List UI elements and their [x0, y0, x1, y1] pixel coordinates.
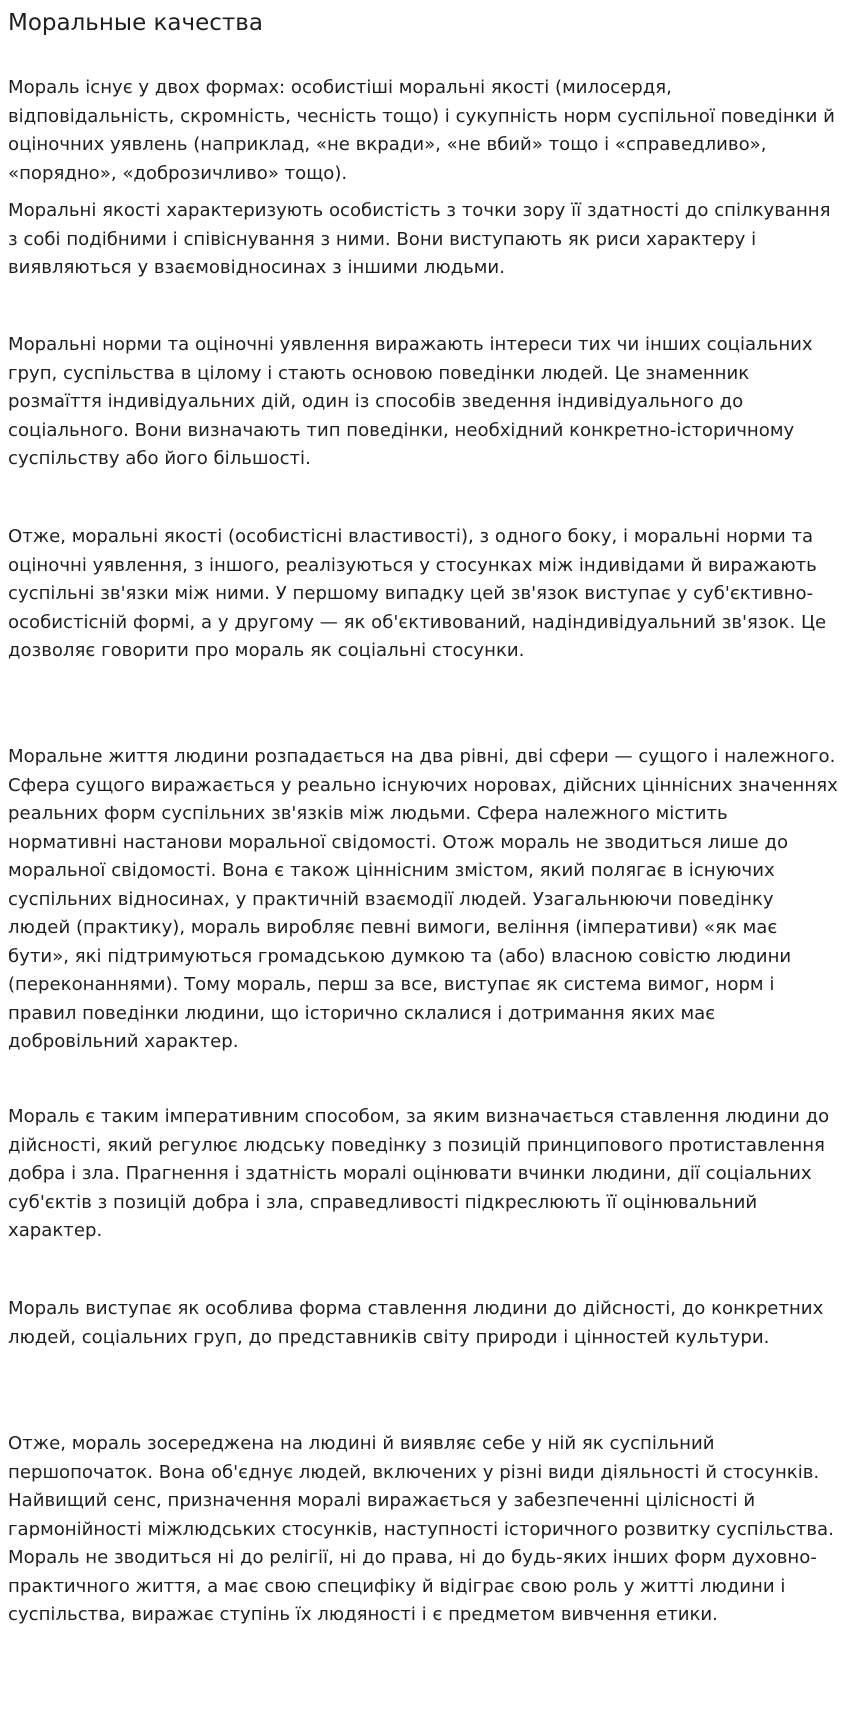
paragraph-2: Моральні якості характеризують особистість з точки зору її здатності до спілкування з собі подібними і співіснування з ними. Вони виступають як риси характеру і виявляються у взаємовідносинах з іншими людьми. — [8, 200, 831, 278]
paragraph-5: Моральне життя людини розпадається на два рівні, дві сфери — сущого і належного. Сфера сущого виражається у реально існуючих норовах, дійсних ціннісних значеннях реальних форм суспільних зв'язків між людьми. Сфера належного містить нормативні настанови моральної свідомості. Отож мораль не зводиться лише до моральної свідомості. Вона є також ціннісним змістом, який полягає в існуючих суспільних відносинах, у практичній взаємодії людей. Узагальнюючи поведінку людей (практику), мораль виробляє певні вимоги, веління (імперативи) «як має бути», які підтримуються громадською думкою та (або) власною совістю людини (переконаннями). Тому мораль, перш за все, виступає як система вимог, норм і правил поведінки людини, що історично склалися і дотримання яких має добровільний характер. — [8, 746, 838, 1052]
paragraph-8: Отже, мораль зосереджена на людині й виявляє себе у ній як суспільний першопочаток. Вона об'єднує людей, включених у різні види діяльності й стосунків. Найвищий сенс, призначення моралі виражається у забезпеченні цілісності й гармонійності міжлюдських стосунків, наступності історичного розвитку суспільства. Мораль не зводиться ні до релігії, ні до права, ні до будь-яких інших форм духовно-практичного життя, а має свою специфіку й відіграє свою роль у житті людини і суспільства, виражає ступінь їх людяності і є предметом вивчення етики. — [8, 1433, 834, 1625]
paragraph-7: Мораль виступає як особлива форма ставлення людини до дійсності, до конкретних людей, соціальних груп, до представників світу природи і цінностей культури. — [8, 1298, 824, 1348]
paragraph-3: Моральні норми та оціночні уявлення виражають інтереси тих чи інших соціальних груп, суспільства в цілому і стають основою поведінки людей. Це знаменник розмаїття індивідуальних дій, один із способів зведення індивідуального до соціального. Вони визначають тип поведінки, необхідний конкретно-історичному суспільству або його більшості. — [8, 334, 813, 469]
paragraph-4: Отже, моральні якості (особистісні властивості), з одного боку, і моральні норми та оціночні уявлення, з іншого, реалізуються у стосунках між індивідами й виражають суспільні зв'язки між ними. У першому випадку цей зв'язок виступає у суб'єктивно-особистісній формі, а у другому — як об'єктивований, надіндивідуальний зв'язок. Це дозволяє говорити про мораль як соціальні стосунки. — [8, 526, 827, 661]
paragraph-6: Мораль є таким імперативним способом, за яким визначається ставлення людини до дійсності, який регулює людську поведінку з позицій принципового протиставлення добра і зла. Прагнення і здатність моралі оцінювати вчинки людини, дії соціальних суб'єктів з позицій добра і зла, справедливості підкреслюють її оцінювальний характер. — [8, 1106, 830, 1241]
page-title: Моральные качества — [8, 10, 263, 36]
paragraph-1: Мораль існує у двох формах: особистіші моральні якості (милосердя, відповідальність, скромність, чесність тощо) і сукупність норм суспільної поведінки й оціночних уявлень (наприклад, «не вкради», «не вбий» тощо і «справедливо», «порядно», «доброзичливо» тощо). — [8, 77, 835, 184]
